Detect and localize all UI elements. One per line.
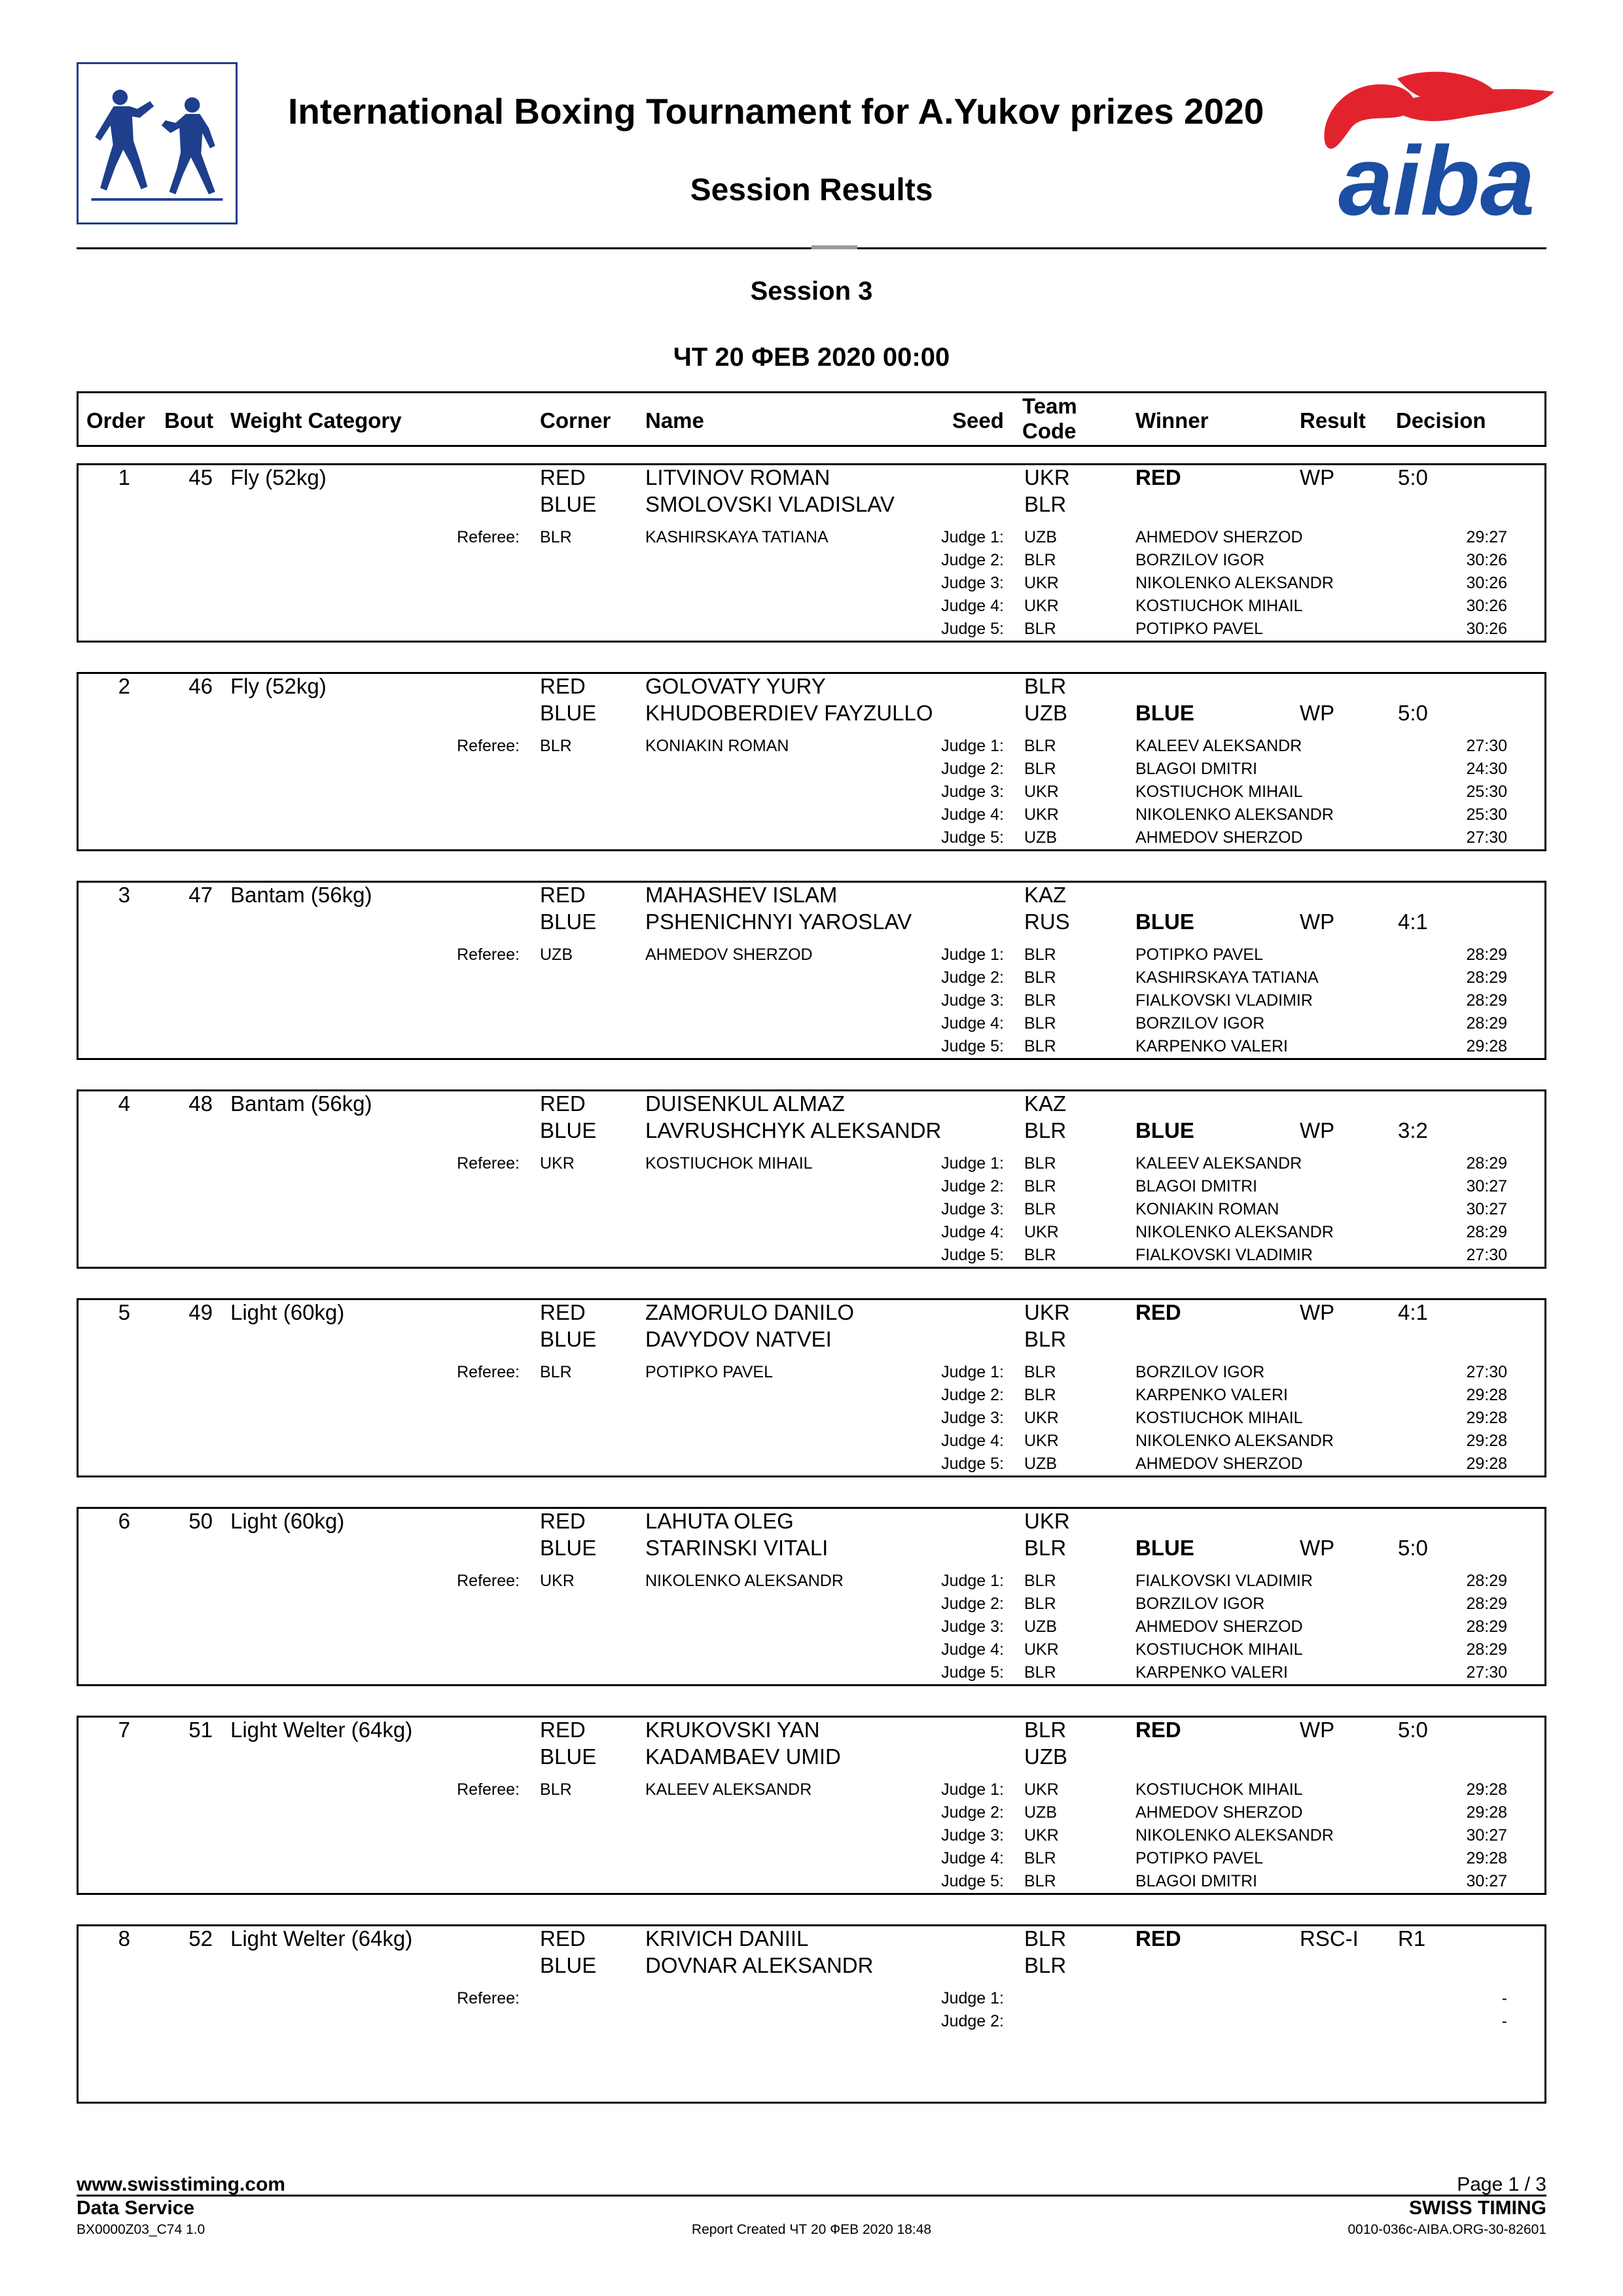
blue-corner-boxer-name: DAVYDOV NATVEI bbox=[645, 1327, 832, 1351]
referee-country: UKR bbox=[540, 1154, 575, 1173]
blue-corner-team-code: RUS bbox=[1024, 910, 1070, 934]
bout-result: WP bbox=[1300, 910, 1335, 934]
referee-name: AHMEDOV SHERZOD bbox=[645, 945, 813, 964]
referee-country: BLR bbox=[540, 737, 572, 755]
judge-name: NIKOLENKO ALEKSANDR bbox=[1135, 1223, 1334, 1241]
bout-order: 5 bbox=[118, 1300, 130, 1324]
judge-name: FIALKOVSKI VLADIMIR bbox=[1135, 1572, 1313, 1590]
judge-score: 28:29 bbox=[1466, 1572, 1507, 1590]
judge-label: Judge 4: bbox=[941, 1640, 1004, 1659]
judge-country: UKR bbox=[1024, 1223, 1059, 1241]
judge-label: Judge 2: bbox=[941, 551, 1004, 569]
judge-score: 28:29 bbox=[1466, 1154, 1507, 1173]
judge-country: UKR bbox=[1024, 783, 1059, 801]
bout-order: 4 bbox=[118, 1091, 130, 1116]
bout-winner: BLUE bbox=[1135, 1118, 1194, 1142]
judge-score: 25:30 bbox=[1466, 805, 1507, 824]
judge-country: BLR bbox=[1024, 1200, 1056, 1218]
aiba-logo-icon bbox=[1299, 65, 1558, 219]
judge-name: NIKOLENKO ALEKSANDR bbox=[1135, 1826, 1334, 1845]
judge-score: 27:30 bbox=[1466, 1246, 1507, 1264]
bout-winner: RED bbox=[1135, 1300, 1181, 1324]
judge-name: KOSTIUCHOK MIHAIL bbox=[1135, 1780, 1303, 1799]
col-winner: Winner bbox=[1135, 408, 1209, 433]
bout-decision: R1 bbox=[1398, 1926, 1426, 1951]
judge-name: KONIAKIN ROMAN bbox=[1135, 1200, 1279, 1218]
judge-name: POTIPKO PAVEL bbox=[1135, 1849, 1263, 1867]
blue-corner-boxer-name: KADAMBAEV UMID bbox=[645, 1744, 841, 1769]
bout-number: 45 bbox=[188, 465, 213, 489]
judge-country: UZB bbox=[1024, 828, 1057, 847]
judge-score: 29:28 bbox=[1466, 1037, 1507, 1055]
col-team-code bbox=[1022, 394, 1077, 444]
judge-country: BLR bbox=[1024, 1014, 1056, 1033]
bout-number: 47 bbox=[188, 883, 213, 907]
red-corner-label: RED bbox=[540, 1091, 586, 1116]
bout-result: WP bbox=[1300, 465, 1335, 489]
judge-label: Judge 5: bbox=[941, 620, 1004, 638]
judge-name: BORZILOV IGOR bbox=[1135, 1363, 1265, 1381]
judge-score: 28:29 bbox=[1466, 1014, 1507, 1033]
bout-order: 7 bbox=[118, 1718, 130, 1742]
blue-corner-team-code: BLR bbox=[1024, 1953, 1067, 1977]
judge-score: 27:30 bbox=[1466, 828, 1507, 847]
referee-name: KALEEV ALEKSANDR bbox=[645, 1780, 812, 1799]
bout-result: WP bbox=[1300, 1536, 1335, 1560]
red-corner-boxer-name: GOLOVATY YURY bbox=[645, 674, 826, 698]
judge-name: BLAGOI DMITRI bbox=[1135, 760, 1258, 778]
judge-name: KOSTIUCHOK MIHAIL bbox=[1135, 1409, 1303, 1427]
referee-label: Referee: bbox=[457, 1154, 520, 1173]
bout-weight-category: Fly (52kg) bbox=[230, 674, 327, 698]
footer-org-code: 0010-036c-AIBA.ORG-30-82601 bbox=[1347, 2222, 1546, 2237]
judge-score: 28:29 bbox=[1466, 1640, 1507, 1659]
judge-label: Judge 1: bbox=[941, 1572, 1004, 1590]
blue-corner-label: BLUE bbox=[540, 1118, 597, 1142]
bout-weight-category: Light (60kg) bbox=[230, 1300, 345, 1324]
session-date: ЧТ 20 ФЕВ 2020 00:00 bbox=[673, 343, 950, 372]
judge-name: KARPENKO VALERI bbox=[1135, 1386, 1288, 1404]
bout-winner: BLUE bbox=[1135, 1536, 1194, 1560]
judge-label: Judge 5: bbox=[941, 1037, 1004, 1055]
blue-corner-boxer-name: SMOLOVSKI VLADISLAV bbox=[645, 492, 895, 516]
judge-score: 28:29 bbox=[1466, 945, 1507, 964]
blue-corner-label: BLUE bbox=[540, 1744, 597, 1769]
bout-order: 3 bbox=[118, 883, 130, 907]
judge-label: Judge 2: bbox=[941, 1177, 1004, 1195]
judge-name: BORZILOV IGOR bbox=[1135, 1595, 1265, 1613]
blue-corner-team-code: BLR bbox=[1024, 1536, 1067, 1560]
judge-country: UZB bbox=[1024, 1803, 1057, 1822]
judge-score: 29:28 bbox=[1466, 1432, 1507, 1450]
bout-winner: RED bbox=[1135, 465, 1181, 489]
judge-name: BORZILOV IGOR bbox=[1135, 1014, 1265, 1033]
judge-label: Judge 3: bbox=[941, 1409, 1004, 1427]
judge-label: Judge 5: bbox=[941, 1872, 1004, 1890]
red-corner-team-code: BLR bbox=[1024, 674, 1067, 698]
referee-label: Referee: bbox=[457, 1572, 520, 1590]
referee-label: Referee: bbox=[457, 1780, 520, 1799]
footer-divider bbox=[77, 2195, 1546, 2197]
blue-corner-boxer-name: STARINSKI VITALI bbox=[645, 1536, 829, 1560]
referee-name: KONIAKIN ROMAN bbox=[645, 737, 789, 755]
judge-name: BORZILOV IGOR bbox=[1135, 551, 1265, 569]
bout-result-block bbox=[77, 1298, 1546, 1477]
document-title: International Boxing Tournament for A.Yukov prizes 2020 bbox=[288, 91, 1264, 132]
judge-name: AHMEDOV SHERZOD bbox=[1135, 528, 1303, 546]
bout-result-block bbox=[77, 1716, 1546, 1895]
judge-score: 30:27 bbox=[1466, 1200, 1507, 1218]
bout-weight-category: Bantam (56kg) bbox=[230, 1091, 372, 1116]
bout-result: WP bbox=[1300, 1718, 1335, 1742]
judge-score: 29:28 bbox=[1466, 1803, 1507, 1822]
results-column-header bbox=[77, 391, 1546, 447]
bout-order: 8 bbox=[118, 1926, 130, 1951]
judge-name: BLAGOI DMITRI bbox=[1135, 1872, 1258, 1890]
red-corner-label: RED bbox=[540, 883, 586, 907]
judge-score: 28:29 bbox=[1466, 1223, 1507, 1241]
blue-corner-boxer-name: LAVRUSHCHYK ALEKSANDR bbox=[645, 1118, 942, 1142]
red-corner-label: RED bbox=[540, 1509, 586, 1533]
bout-winner: BLUE bbox=[1135, 910, 1194, 934]
judge-label: Judge 4: bbox=[941, 1223, 1004, 1241]
judge-country: BLR bbox=[1024, 1363, 1056, 1381]
footer-data-service: Data Service bbox=[77, 2197, 195, 2219]
judge-score: - bbox=[1501, 2012, 1507, 2030]
blue-corner-team-code: BLR bbox=[1024, 492, 1067, 516]
document-subtitle: Session Results bbox=[690, 173, 933, 207]
footer-swiss-timing: SWISS TIMING bbox=[1409, 2197, 1546, 2219]
referee-label: Referee: bbox=[457, 737, 520, 755]
bout-result-block bbox=[77, 1507, 1546, 1686]
bout-decision: 4:1 bbox=[1398, 1300, 1428, 1324]
judge-country: BLR bbox=[1024, 1849, 1056, 1867]
judge-name: AHMEDOV SHERZOD bbox=[1135, 1803, 1303, 1822]
judge-score: 30:27 bbox=[1466, 1872, 1507, 1890]
judge-label: Judge 5: bbox=[941, 828, 1004, 847]
footer-report-created: Report Created ЧТ 20 ФЕВ 2020 18:48 bbox=[691, 2222, 932, 2237]
judge-country: BLR bbox=[1024, 620, 1056, 638]
red-corner-boxer-name: KRUKOVSKI YAN bbox=[645, 1718, 820, 1742]
col-decision: Decision bbox=[1396, 408, 1486, 433]
referee-label: Referee: bbox=[457, 1363, 520, 1381]
red-corner-team-code: BLR bbox=[1024, 1926, 1067, 1951]
judge-name: KASHIRSKAYA TATIANA bbox=[1135, 968, 1319, 987]
judge-country: BLR bbox=[1024, 1872, 1056, 1890]
judge-label: Judge 5: bbox=[941, 1455, 1004, 1473]
judge-label: Judge 1: bbox=[941, 528, 1004, 546]
bout-result-block bbox=[77, 881, 1546, 1060]
red-corner-team-code: KAZ bbox=[1024, 883, 1067, 907]
judge-country: UKR bbox=[1024, 1432, 1059, 1450]
bout-number: 46 bbox=[188, 674, 213, 698]
blue-corner-team-code: BLR bbox=[1024, 1118, 1067, 1142]
judge-country: BLR bbox=[1024, 737, 1056, 755]
judge-score: 30:26 bbox=[1466, 574, 1507, 592]
blue-corner-boxer-name: KHUDOBERDIEV FAYZULLO bbox=[645, 701, 933, 725]
judge-country: UKR bbox=[1024, 1409, 1059, 1427]
judge-name: KARPENKO VALERI bbox=[1135, 1037, 1288, 1055]
judge-country: UKR bbox=[1024, 1640, 1059, 1659]
bout-weight-category: Fly (52kg) bbox=[230, 465, 327, 489]
judge-country: UKR bbox=[1024, 1780, 1059, 1799]
judge-name: KALEEV ALEKSANDR bbox=[1135, 1154, 1302, 1173]
col-corner: Corner bbox=[540, 408, 611, 433]
referee-country: UZB bbox=[540, 945, 573, 964]
judge-name: AHMEDOV SHERZOD bbox=[1135, 1455, 1303, 1473]
judge-score: 29:28 bbox=[1466, 1780, 1507, 1799]
bout-winner: BLUE bbox=[1135, 701, 1194, 725]
aiba-logo bbox=[1299, 65, 1558, 219]
judge-name: NIKOLENKO ALEKSANDR bbox=[1135, 1432, 1334, 1450]
blue-corner-label: BLUE bbox=[540, 910, 597, 934]
judge-country: BLR bbox=[1024, 968, 1056, 987]
judge-name: BLAGOI DMITRI bbox=[1135, 1177, 1258, 1195]
judge-score: 27:30 bbox=[1466, 1363, 1507, 1381]
aiba-logo-text: aiba bbox=[1338, 126, 1535, 219]
bout-decision: 5:0 bbox=[1398, 1536, 1428, 1560]
red-corner-boxer-name: MAHASHEV ISLAM bbox=[645, 883, 838, 907]
blue-corner-label: BLUE bbox=[540, 1536, 597, 1560]
blue-corner-label: BLUE bbox=[540, 1953, 597, 1977]
bout-result: WP bbox=[1300, 1300, 1335, 1324]
bout-weight-category: Light Welter (64kg) bbox=[230, 1926, 413, 1951]
judge-label: Judge 1: bbox=[941, 1363, 1004, 1381]
bout-number: 50 bbox=[188, 1509, 213, 1533]
red-corner-team-code: UKR bbox=[1024, 1300, 1070, 1324]
red-corner-team-code: UKR bbox=[1024, 465, 1070, 489]
footer-website: www.swisstiming.com bbox=[77, 2174, 285, 2195]
judge-country: BLR bbox=[1024, 1037, 1056, 1055]
bout-weight-category: Light Welter (64kg) bbox=[230, 1718, 413, 1742]
judge-country: BLR bbox=[1024, 1663, 1056, 1682]
judge-label: Judge 3: bbox=[941, 1617, 1004, 1636]
footer-doc-code: BX0000Z03_C74 1.0 bbox=[77, 2222, 205, 2237]
blue-corner-label: BLUE bbox=[540, 1327, 597, 1351]
judge-name: KOSTIUCHOK MIHAIL bbox=[1135, 1640, 1303, 1659]
bout-result-block bbox=[77, 1089, 1546, 1269]
bout-winner: RED bbox=[1135, 1926, 1181, 1951]
judge-label: Judge 2: bbox=[941, 2012, 1004, 2030]
referee-country: UKR bbox=[540, 1572, 575, 1590]
col-order: Order bbox=[86, 408, 145, 433]
judge-score: - bbox=[1501, 1989, 1507, 2007]
bout-number: 51 bbox=[188, 1718, 213, 1742]
referee-country: BLR bbox=[540, 1780, 572, 1799]
bout-order: 1 bbox=[118, 465, 130, 489]
bout-decision: 5:0 bbox=[1398, 1718, 1428, 1742]
bout-result-block bbox=[77, 463, 1546, 643]
judge-label: Judge 2: bbox=[941, 1803, 1004, 1822]
blue-corner-boxer-name: DOVNAR ALEKSANDR bbox=[645, 1953, 874, 1977]
judge-score: 30:27 bbox=[1466, 1826, 1507, 1845]
referee-label: Referee: bbox=[457, 1989, 520, 2007]
red-corner-label: RED bbox=[540, 674, 586, 698]
judge-name: FIALKOVSKI VLADIMIR bbox=[1135, 1246, 1313, 1264]
judge-name: NIKOLENKO ALEKSANDR bbox=[1135, 805, 1334, 824]
judge-label: Judge 2: bbox=[941, 760, 1004, 778]
judge-country: BLR bbox=[1024, 1595, 1056, 1613]
bout-result: RSC-I bbox=[1300, 1926, 1359, 1951]
judge-label: Judge 4: bbox=[941, 1014, 1004, 1033]
judge-score: 27:30 bbox=[1466, 737, 1507, 755]
red-corner-boxer-name: KRIVICH DANIIL bbox=[645, 1926, 809, 1951]
red-corner-boxer-name: LITVINOV ROMAN bbox=[645, 465, 830, 489]
col-seed: Seed bbox=[952, 408, 1004, 433]
judge-label: Judge 3: bbox=[941, 1200, 1004, 1218]
referee-country: BLR bbox=[540, 528, 572, 546]
judge-label: Judge 2: bbox=[941, 1595, 1004, 1613]
judge-label: Judge 1: bbox=[941, 1154, 1004, 1173]
judge-score: 28:29 bbox=[1466, 1595, 1507, 1613]
judge-country: BLR bbox=[1024, 1386, 1056, 1404]
red-corner-label: RED bbox=[540, 1718, 586, 1742]
judge-name: FIALKOVSKI VLADIMIR bbox=[1135, 991, 1313, 1010]
judge-score: 28:29 bbox=[1466, 968, 1507, 987]
session-title: Session 3 bbox=[750, 277, 873, 306]
judge-score: 30:26 bbox=[1466, 551, 1507, 569]
judge-country: BLR bbox=[1024, 760, 1056, 778]
judge-country: BLR bbox=[1024, 1572, 1056, 1590]
blue-corner-label: BLUE bbox=[540, 492, 597, 516]
judge-country: BLR bbox=[1024, 1246, 1056, 1264]
bout-order: 6 bbox=[118, 1509, 130, 1533]
col-weight-category: Weight Category bbox=[230, 408, 402, 433]
red-corner-boxer-name: ZAMORULO DANILO bbox=[645, 1300, 855, 1324]
bout-weight-category: Bantam (56kg) bbox=[230, 883, 372, 907]
judge-label: Judge 1: bbox=[941, 737, 1004, 755]
red-corner-label: RED bbox=[540, 465, 586, 489]
judge-score: 29:28 bbox=[1466, 1849, 1507, 1867]
bout-result-block bbox=[77, 672, 1546, 851]
judge-score: 27:30 bbox=[1466, 1663, 1507, 1682]
judge-name: KOSTIUCHOK MIHAIL bbox=[1135, 783, 1303, 801]
referee-label: Referee: bbox=[457, 945, 520, 964]
red-corner-label: RED bbox=[540, 1926, 586, 1951]
judge-score: 29:28 bbox=[1466, 1455, 1507, 1473]
judge-score: 30:26 bbox=[1466, 597, 1507, 615]
judge-label: Judge 5: bbox=[941, 1246, 1004, 1264]
judge-country: BLR bbox=[1024, 1177, 1056, 1195]
judge-country: UZB bbox=[1024, 1617, 1057, 1636]
judge-country: BLR bbox=[1024, 1154, 1056, 1173]
judge-name: KALEEV ALEKSANDR bbox=[1135, 737, 1302, 755]
judge-name: KARPENKO VALERI bbox=[1135, 1663, 1288, 1682]
judge-label: Judge 2: bbox=[941, 1386, 1004, 1404]
bout-number: 49 bbox=[188, 1300, 213, 1324]
bout-number: 52 bbox=[188, 1926, 213, 1951]
referee-name: KOSTIUCHOK MIHAIL bbox=[645, 1154, 813, 1173]
red-corner-boxer-name: LAHUTA OLEG bbox=[645, 1509, 794, 1533]
judge-name: AHMEDOV SHERZOD bbox=[1135, 828, 1303, 847]
bout-decision: 5:0 bbox=[1398, 701, 1428, 725]
judge-label: Judge 3: bbox=[941, 991, 1004, 1010]
footer-page-number: Page 1 / 3 bbox=[1457, 2174, 1546, 2195]
judge-score: 25:30 bbox=[1466, 783, 1507, 801]
judge-label: Judge 1: bbox=[941, 1780, 1004, 1799]
bout-number: 48 bbox=[188, 1091, 213, 1116]
judge-label: Judge 3: bbox=[941, 574, 1004, 592]
col-team-code-line2: Code bbox=[1022, 419, 1077, 443]
judge-score: 29:28 bbox=[1466, 1409, 1507, 1427]
judge-label: Judge 3: bbox=[941, 783, 1004, 801]
bout-result: WP bbox=[1300, 1118, 1335, 1142]
judge-score: 29:27 bbox=[1466, 528, 1507, 546]
judge-name: NIKOLENKO ALEKSANDR bbox=[1135, 574, 1334, 592]
col-result: Result bbox=[1300, 408, 1366, 433]
blue-corner-team-code: UZB bbox=[1024, 701, 1067, 725]
col-bout: Bout bbox=[164, 408, 214, 433]
header-divider-accent bbox=[812, 245, 857, 249]
blue-corner-team-code: BLR bbox=[1024, 1327, 1067, 1351]
judge-score: 30:27 bbox=[1466, 1177, 1507, 1195]
referee-name: KASHIRSKAYA TATIANA bbox=[645, 528, 829, 546]
blue-corner-label: BLUE bbox=[540, 701, 597, 725]
red-corner-label: RED bbox=[540, 1300, 586, 1324]
blue-corner-boxer-name: PSHENICHNYI YAROSLAV bbox=[645, 910, 912, 934]
judge-country: BLR bbox=[1024, 991, 1056, 1010]
judge-label: Judge 4: bbox=[941, 1849, 1004, 1867]
referee-label: Referee: bbox=[457, 528, 520, 546]
judge-score: 24:30 bbox=[1466, 760, 1507, 778]
col-name: Name bbox=[645, 408, 704, 433]
judge-label: Judge 3: bbox=[941, 1826, 1004, 1845]
judge-name: KOSTIUCHOK MIHAIL bbox=[1135, 597, 1303, 615]
judge-label: Judge 1: bbox=[941, 1989, 1004, 2007]
judge-score: 28:29 bbox=[1466, 991, 1507, 1010]
judge-country: BLR bbox=[1024, 551, 1056, 569]
judge-score: 29:28 bbox=[1466, 1386, 1507, 1404]
judge-label: Judge 1: bbox=[941, 945, 1004, 964]
judge-country: UKR bbox=[1024, 805, 1059, 824]
referee-country: BLR bbox=[540, 1363, 572, 1381]
judge-country: UZB bbox=[1024, 1455, 1057, 1473]
judge-country: UKR bbox=[1024, 1826, 1059, 1845]
bout-decision: 4:1 bbox=[1398, 910, 1428, 934]
referee-name: NIKOLENKO ALEKSANDR bbox=[645, 1572, 844, 1590]
judge-name: AHMEDOV SHERZOD bbox=[1135, 1617, 1303, 1636]
judge-score: 30:26 bbox=[1466, 620, 1507, 638]
red-corner-team-code: UKR bbox=[1024, 1509, 1070, 1533]
bout-result: WP bbox=[1300, 701, 1335, 725]
red-corner-team-code: KAZ bbox=[1024, 1091, 1067, 1116]
blue-corner-team-code: UZB bbox=[1024, 1744, 1067, 1769]
judge-label: Judge 4: bbox=[941, 805, 1004, 824]
bout-weight-category: Light (60kg) bbox=[230, 1509, 345, 1533]
judge-country: BLR bbox=[1024, 945, 1056, 964]
judge-score: 28:29 bbox=[1466, 1617, 1507, 1636]
red-corner-team-code: BLR bbox=[1024, 1718, 1067, 1742]
bout-order: 2 bbox=[118, 674, 130, 698]
judge-label: Judge 2: bbox=[941, 968, 1004, 987]
red-corner-boxer-name: DUISENKUL ALMAZ bbox=[645, 1091, 846, 1116]
bout-result-block bbox=[77, 1924, 1546, 2104]
judge-country: UZB bbox=[1024, 528, 1057, 546]
judge-name: POTIPKO PAVEL bbox=[1135, 945, 1263, 964]
col-team-code-line1: Team bbox=[1022, 394, 1077, 418]
judge-label: Judge 5: bbox=[941, 1663, 1004, 1682]
bout-decision: 3:2 bbox=[1398, 1118, 1428, 1142]
bout-decision: 5:0 bbox=[1398, 465, 1428, 489]
judge-name: POTIPKO PAVEL bbox=[1135, 620, 1263, 638]
judge-label: Judge 4: bbox=[941, 1432, 1004, 1450]
referee-name: POTIPKO PAVEL bbox=[645, 1363, 773, 1381]
judge-country: UKR bbox=[1024, 597, 1059, 615]
bout-winner: RED bbox=[1135, 1718, 1181, 1742]
judge-label: Judge 4: bbox=[941, 597, 1004, 615]
judge-country: UKR bbox=[1024, 574, 1059, 592]
